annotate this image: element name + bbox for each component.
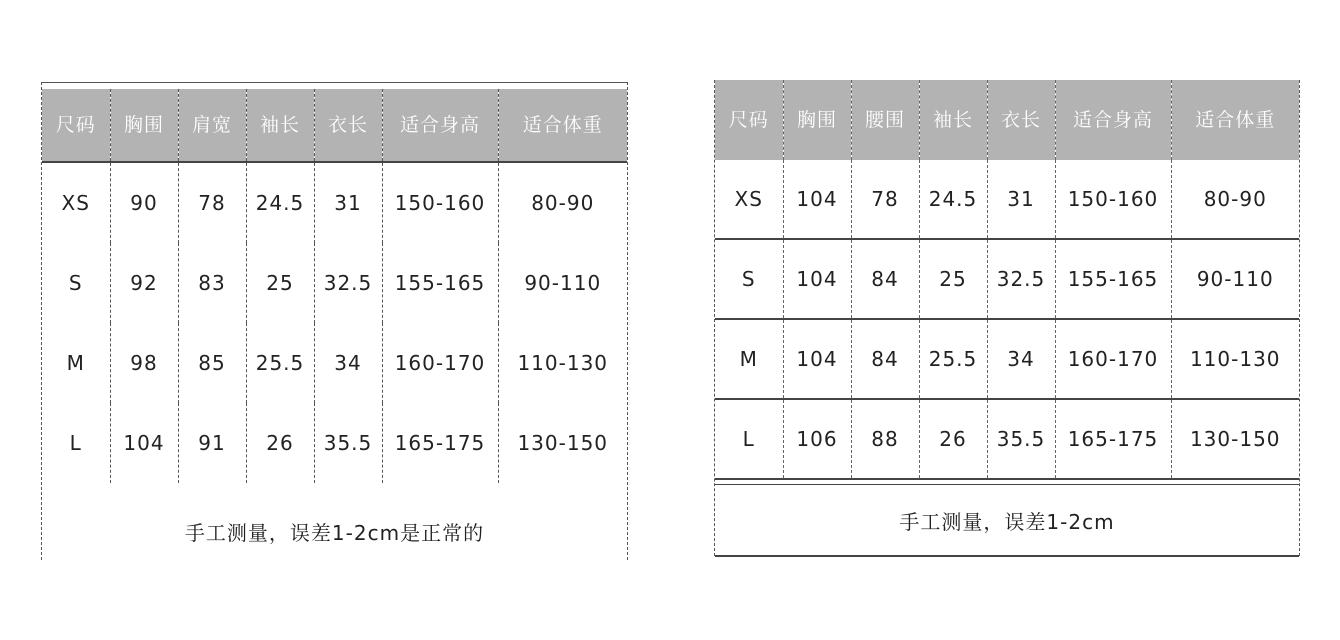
header-height: 适合身高 — [1055, 80, 1171, 160]
cell-length: 34 — [314, 323, 382, 403]
cell-weight: 110-130 — [517, 351, 609, 375]
size-chart-left — [41, 82, 628, 560]
cell-waist: 88 — [851, 399, 919, 479]
cell-bust: 104 — [783, 239, 851, 319]
table-row — [42, 162, 627, 243]
table-row — [715, 160, 1299, 239]
table-row — [42, 243, 627, 323]
cell-waist: 78 — [851, 160, 919, 239]
cell-length: 35.5 — [314, 403, 382, 483]
cell-length: 32.5 — [314, 243, 382, 323]
cell-length: 34 — [987, 319, 1055, 399]
header-length: 衣长 — [987, 80, 1055, 160]
cell-shoulder: 78 — [178, 162, 246, 243]
table-row — [715, 319, 1299, 399]
cell-height: 165-175 — [1055, 399, 1171, 479]
cell-bust: 92 — [110, 243, 178, 323]
cell-size: L — [42, 403, 110, 483]
cell-bust: 106 — [783, 399, 851, 479]
header-length: 衣长 — [314, 89, 382, 162]
top-rule — [42, 82, 627, 89]
header-sleeve: 袖长 — [919, 80, 987, 160]
cell-length: 35.5 — [987, 399, 1055, 479]
header-row — [42, 89, 627, 162]
cell-weight: 130-150 — [517, 431, 609, 455]
cell-sleeve: 26 — [246, 403, 314, 483]
header-height: 适合身高 — [382, 89, 498, 162]
cell-height: 155-165 — [1055, 239, 1171, 319]
table-row — [715, 239, 1299, 319]
cell-waist: 84 — [851, 239, 919, 319]
header-bust: 胸围 — [110, 89, 178, 162]
cell-sleeve: 25.5 — [919, 319, 987, 399]
cell-height: 150-160 — [382, 162, 498, 243]
measurement-note: 手工测量，误差1-2cm是正常的 — [184, 520, 485, 545]
cell-sleeve: 25 — [919, 239, 987, 319]
cell-length: 31 — [987, 160, 1055, 239]
table-row — [42, 403, 627, 483]
cell-height: 150-160 — [1055, 160, 1171, 239]
header-weight: 适合体重 — [1171, 80, 1299, 160]
cell-shoulder: 91 — [178, 403, 246, 483]
cell-weight: 80-90 — [1171, 160, 1299, 239]
size-table-right — [715, 80, 1299, 480]
cell-height: 155-165 — [382, 243, 498, 323]
cell-shoulder: 83 — [178, 243, 246, 323]
header-size: 尺码 — [42, 89, 110, 162]
size-chart-right — [714, 80, 1300, 556]
cell-weight: 80-90 — [531, 191, 595, 215]
header-weight: 适合体重 — [498, 89, 627, 162]
cell-sleeve: 26 — [919, 399, 987, 479]
cell-size: XS — [42, 162, 110, 243]
cell-size: L — [715, 399, 783, 479]
table-row — [42, 323, 627, 403]
cell-sleeve: 25 — [246, 243, 314, 323]
header-waist: 腰围 — [851, 80, 919, 160]
cell-size: M — [42, 323, 110, 403]
cell-shoulder: 85 — [178, 323, 246, 403]
header-row — [715, 80, 1299, 160]
cell-size: M — [715, 319, 783, 399]
cell-bust: 98 — [110, 323, 178, 403]
cell-size: XS — [715, 160, 783, 239]
measurement-note: 手工测量，误差1-2cm — [715, 484, 1299, 557]
cell-weight: 90-110 — [1171, 239, 1299, 319]
cell-weight: 110-130 — [1171, 319, 1299, 399]
header-bust: 胸围 — [783, 80, 851, 160]
cell-height: 160-170 — [1055, 319, 1171, 399]
cell-length: 31 — [314, 162, 382, 243]
cell-length: 32.5 — [987, 239, 1055, 319]
cell-waist: 84 — [851, 319, 919, 399]
cell-bust: 104 — [783, 160, 851, 239]
size-table-left — [42, 89, 627, 483]
header-sleeve: 袖长 — [246, 89, 314, 162]
cell-height: 165-175 — [382, 403, 498, 483]
cell-height: 160-170 — [382, 323, 498, 403]
cell-bust: 104 — [110, 403, 178, 483]
cell-weight: 130-150 — [1171, 399, 1299, 479]
header-size: 尺码 — [715, 80, 783, 160]
header-shoulder: 肩宽 — [178, 89, 246, 162]
cell-bust: 104 — [783, 319, 851, 399]
cell-size: S — [715, 239, 783, 319]
table-row — [715, 399, 1299, 479]
cell-bust: 90 — [110, 162, 178, 243]
cell-sleeve: 25.5 — [246, 323, 314, 403]
cell-size: S — [42, 243, 110, 323]
cell-weight: 90-110 — [524, 271, 602, 295]
cell-sleeve: 24.5 — [246, 162, 314, 243]
cell-sleeve: 24.5 — [919, 160, 987, 239]
